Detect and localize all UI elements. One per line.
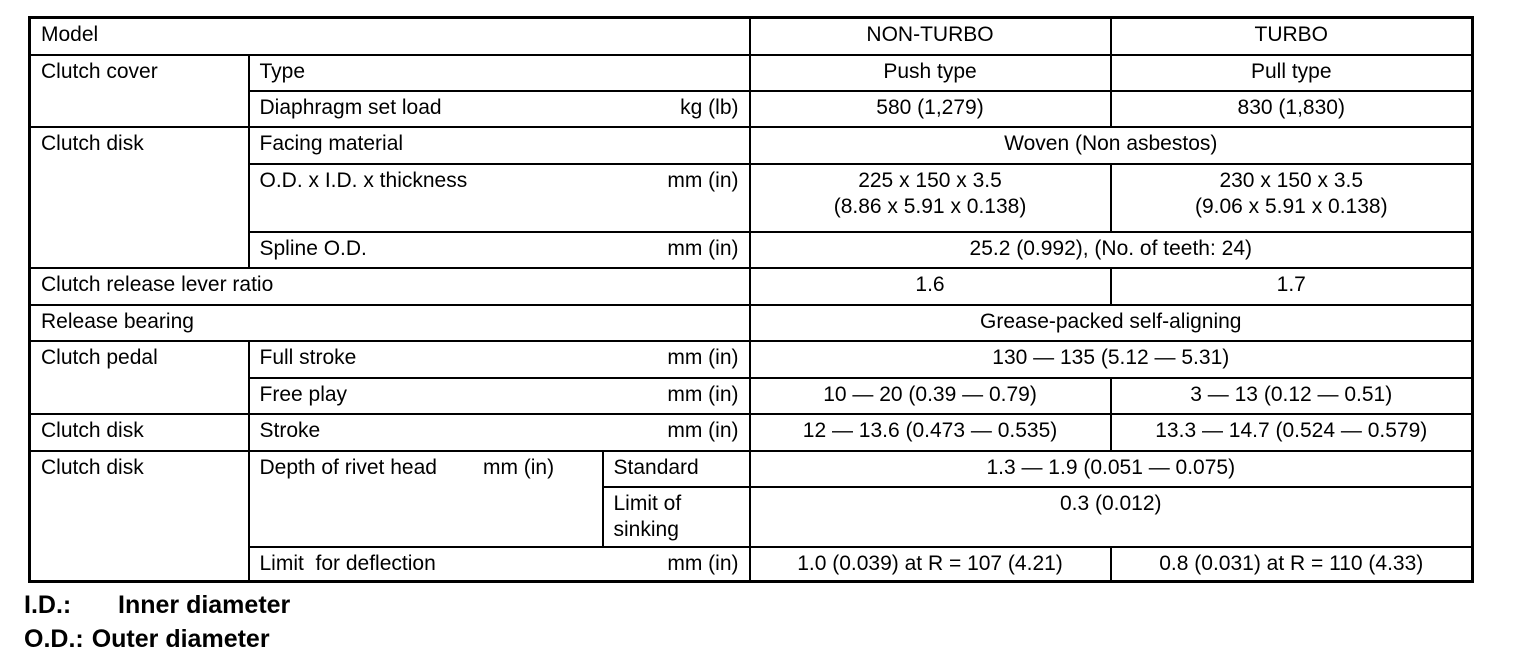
rivet-depth-cell <box>249 451 603 547</box>
full-stroke-unit: mm (in) <box>667 346 739 370</box>
disk-stroke-group-label: Clutch disk <box>30 414 249 450</box>
note-od-text: Outer diameter <box>91 625 270 653</box>
spline-label: Spline O.D. <box>259 236 367 260</box>
free-play-cell <box>249 378 750 414</box>
deflection-turbo: 0.8 (0.031) at R = 110 (4.33) <box>1111 547 1473 582</box>
limit-of-sinking-value: 0.3 (0.012) <box>750 487 1473 546</box>
deflection-non-turbo: 1.0 (0.039) at R = 107 (4.21) <box>750 547 1111 582</box>
dimensions-unit: mm (in) <box>667 168 739 192</box>
table-row <box>30 127 1473 163</box>
note-inner-diameter <box>24 588 290 622</box>
facing-material-label: Facing material <box>249 127 750 163</box>
deflection-unit: mm (in) <box>667 551 739 575</box>
limit-of-sinking-line-1: Limit of <box>613 492 682 516</box>
full-stroke-cell <box>249 341 750 377</box>
clutch-spec-table <box>28 16 1474 583</box>
header-model: Model <box>30 18 750 55</box>
clutch-cover-label: Clutch cover <box>30 55 249 128</box>
free-play-unit: mm (in) <box>667 382 739 406</box>
load-turbo: 830 (1,830) <box>1111 91 1473 127</box>
disk-stroke-non-turbo: 12 — 13.6 (0.473 — 0.535) <box>750 414 1111 450</box>
limit-of-sinking-label <box>603 487 750 546</box>
header-row <box>30 18 1473 55</box>
spline-cell <box>249 232 750 268</box>
table-row <box>30 268 1473 304</box>
disk-stroke-unit: mm (in) <box>667 419 739 443</box>
clutch-disk-label: Clutch disk <box>30 127 249 268</box>
dimensions-t-imperial: (9.06 x 5.91 x 0.138) <box>1194 194 1388 218</box>
type-non-turbo: Push type <box>750 55 1111 91</box>
note-id-key: I.D.: <box>24 591 72 619</box>
table-row <box>30 341 1473 377</box>
deflection-label: Limit for deflection <box>259 551 436 575</box>
header-non-turbo: NON-TURBO <box>750 18 1111 55</box>
release-bearing-value: Grease-packed self-aligning <box>750 305 1473 341</box>
lever-ratio-turbo: 1.7 <box>1111 268 1473 304</box>
dimensions-non-turbo <box>750 164 1111 232</box>
type-label: Type <box>249 55 750 91</box>
header-turbo: TURBO <box>1111 18 1473 55</box>
disk-stroke-label: Stroke <box>259 419 321 443</box>
spline-unit: mm (in) <box>667 236 739 260</box>
full-stroke-value: 130 — 135 (5.12 — 5.31) <box>750 341 1473 377</box>
table-row <box>30 305 1473 341</box>
note-id-text: Inner diameter <box>118 591 291 619</box>
dimensions-label: O.D. x I.D. x thickness <box>259 168 468 192</box>
load-non-turbo: 580 (1,279) <box>750 91 1111 127</box>
diaphragm-load-cell <box>249 91 750 127</box>
type-turbo: Pull type <box>1111 55 1473 91</box>
free-play-turbo: 3 — 13 (0.12 — 0.51) <box>1111 378 1473 414</box>
free-play-label: Free play <box>259 382 348 406</box>
rivet-depth-label: Depth of rivet head <box>259 455 437 479</box>
diaphragm-load-unit: kg (lb) <box>680 95 739 119</box>
standard-value: 1.3 — 1.9 (0.051 — 0.075) <box>750 451 1473 487</box>
diaphragm-load-label: Diaphragm set load <box>259 95 442 119</box>
rivet-depth-unit: mm (in) <box>482 455 555 479</box>
free-play-non-turbo: 10 — 20 (0.39 — 0.79) <box>750 378 1111 414</box>
disk-rivet-group-label: Clutch disk <box>30 451 249 582</box>
note-outer-diameter <box>24 622 290 656</box>
table-row <box>30 414 1473 450</box>
full-stroke-label: Full stroke <box>259 346 357 370</box>
dimensions-turbo <box>1111 164 1473 232</box>
dimensions-t-metric: 230 x 150 x 3.5 <box>1219 168 1364 192</box>
lever-ratio-non-turbo: 1.6 <box>750 268 1111 304</box>
facing-material-value: Woven (Non asbestos) <box>750 127 1473 163</box>
disk-stroke-cell <box>249 414 750 450</box>
disk-stroke-turbo: 13.3 — 14.7 (0.524 — 0.579) <box>1111 414 1473 450</box>
deflection-cell <box>249 547 750 582</box>
table-row <box>30 55 1473 91</box>
table-row <box>30 451 1473 487</box>
spline-value: 25.2 (0.992), (No. of teeth: 24) <box>750 232 1473 268</box>
dimensions-cell <box>249 164 750 232</box>
clutch-pedal-label: Clutch pedal <box>30 341 249 414</box>
note-od-key: O.D.: <box>24 625 84 653</box>
dimensions-nt-imperial: (8.86 x 5.91 x 0.138) <box>833 194 1027 218</box>
limit-of-sinking-line-2: sinking <box>613 518 679 542</box>
dimensions-nt-metric: 225 x 150 x 3.5 <box>858 168 1002 192</box>
lever-ratio-label: Clutch release lever ratio <box>30 268 750 304</box>
abbreviation-notes <box>24 588 290 656</box>
release-bearing-label: Release bearing <box>30 305 750 341</box>
standard-label: Standard <box>603 451 750 487</box>
